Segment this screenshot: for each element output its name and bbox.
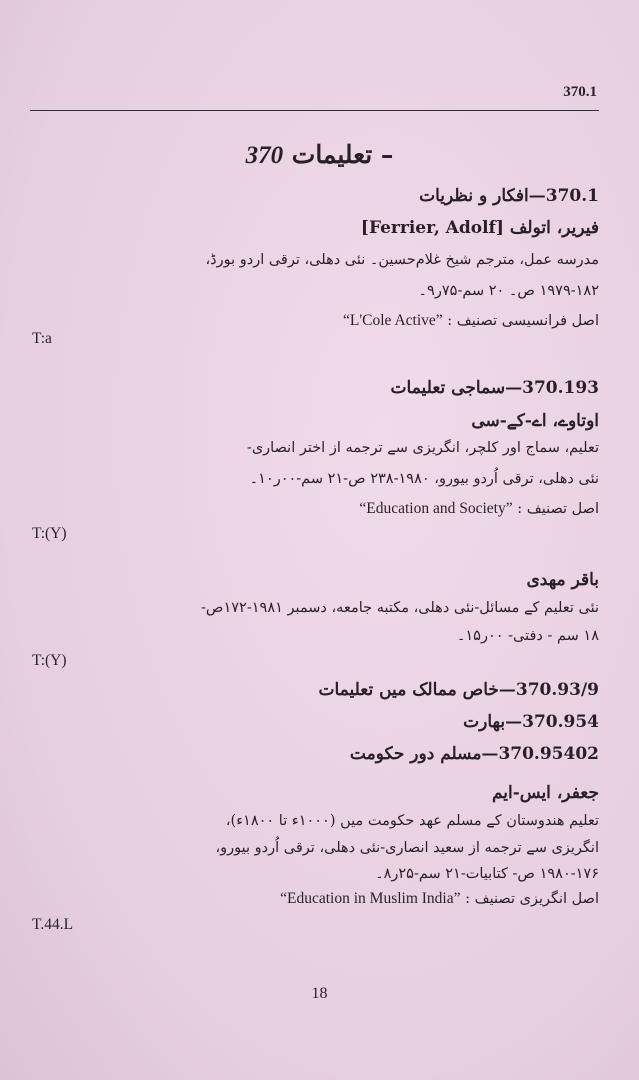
section-heading: 370.95402—مسلم دور حکومت <box>349 744 599 764</box>
original-label: اصل فرانسیسی تصنیف : <box>447 313 599 329</box>
entry-author: باقر مهدی <box>526 570 599 590</box>
page-title <box>0 140 639 170</box>
entry-author: جعفر، ایس-ایم <box>491 783 599 803</box>
original-title-line <box>20 890 599 908</box>
entry-author: فیریر، اتولف [Ferrier, Adolf] <box>360 218 599 238</box>
class-tag: T:a <box>32 330 52 347</box>
entry-author: اوتاوے، اے-کے-سی <box>471 411 599 431</box>
entry-body-line: ۱۹۸۰-۱۷۶ ص- کتابیات-۲۱ سم-۲۵ر۸۔ <box>375 866 599 882</box>
original-title: “L'Cole Active” <box>343 312 443 329</box>
entry-body-line: تعلیم، سماج اور کلچر، انگریزی سے ترجمه از اختر انصاری- <box>246 440 599 456</box>
original-title-line <box>20 500 599 518</box>
entry-body-line: انگریزی سے ترجمه از سعید انصاری-نئی دهلی، ترقی اُردو بیورو، <box>215 840 599 856</box>
class-tag: T:(Y) <box>32 525 67 542</box>
original-title: “Education and Society” <box>359 500 513 517</box>
original-title-line <box>20 312 599 330</box>
section-heading: 370.193—سماجی تعلیمات <box>390 378 599 398</box>
entry-body-line: ۱۹۷۹-۱۸۲ ص۔ ۲۰ سم-۷۵ر۹۔ <box>418 283 599 299</box>
header-rule <box>30 110 599 111</box>
entry-body-line: تعلیم هندوستان کے مسلم عهد حکومت میں (۱۰۰۰ء تا ۱۸۰۰ء)، <box>225 813 599 829</box>
entry-body-line: نئی دهلی، ترقی اُردو بیورو، ۱۹۸۰-۲۳۸ ص-۲۱ سم-۰۰ر۱۰۔ <box>249 471 599 487</box>
entry-body-line: ۱۸ سم - دفتی- ۰۰ر۱۵۔ <box>456 628 599 644</box>
class-tag: T:(Y) <box>32 652 67 669</box>
page-code: 370.1 <box>563 84 597 100</box>
section-heading: 370.93/9—خاص ممالک میں تعلیمات <box>318 680 599 700</box>
original-title: “Education in Muslim India” <box>280 890 461 907</box>
original-label: اصل انگریزی تصنیف : <box>465 891 599 907</box>
section-heading: 370.954—بهارت <box>463 712 599 732</box>
entry-body-line: نئی تعلیم کے مسائل-نئی دهلی، مکتبه جامعه، دسمبر ۱۹۸۱-۱۷۲ص- <box>201 600 599 616</box>
section-heading: 370.1—افکار و نظریات <box>419 186 599 206</box>
original-label: اصل تصنیف : <box>517 501 599 517</box>
title-number: 370 <box>245 142 284 169</box>
class-tag: T.44.L <box>32 916 74 933</box>
page-number: 18 <box>311 985 328 1002</box>
title-text: – تعلیمات <box>291 140 394 169</box>
entry-body-line: مدرسه عمل، مترجم شیخ غلام‌حسین۔ نئی دهلی، ترقی اردو بورڈ، <box>205 252 599 268</box>
